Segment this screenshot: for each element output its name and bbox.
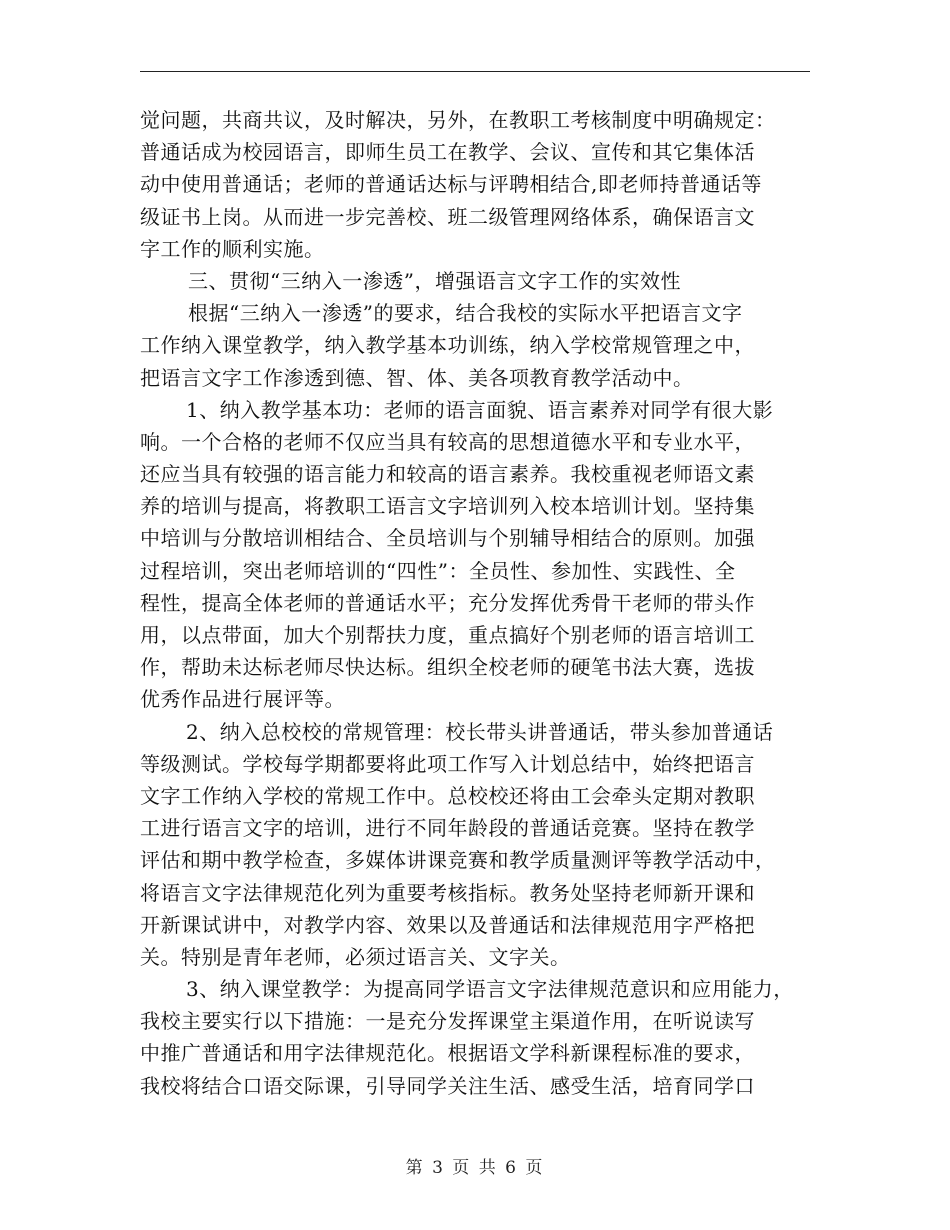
text-line: 程性，提高全体老师的普通话水平；充分发挥优秀骨干老师的带头作: [140, 590, 755, 615]
text-line: 我校主要实行以下措施：一是充分发挥课堂主渠道作用，在听说读写: [140, 1009, 755, 1034]
header-rule: [140, 71, 810, 72]
text-line: 过程培训，突出老师培训的“四性”：全员性、参加性、实践性、全: [140, 558, 736, 583]
text-line: 字工作的顺利实施。: [140, 236, 325, 261]
text-line: 我校将结合口语交际课，引导同学关注生活、感受生活，培育同学口: [140, 1073, 755, 1098]
text-line: 养的培训与提高，将教职工语言文字培训列入校本培训计划。坚持集: [140, 494, 755, 519]
text-line: 工进行语言文字的培训，进行不同年龄段的普通话竞赛。坚持在教学: [140, 816, 755, 841]
text-line: 优秀作品进行展评等。: [140, 687, 345, 712]
section-heading: 三、贯彻“三纳入一渗透”，增强语言文字工作的实效性: [188, 268, 681, 293]
text-line: 把语言文字工作渗透到德、智、体、美各项教育教学活动中。: [140, 365, 694, 390]
page-number: 第 3 页 共 6 页: [405, 1158, 545, 1178]
text-line: 动中使用普通话；老师的普通话达标与评聘相结合,即老师持普通话等: [140, 172, 762, 197]
text-line: 用，以点带面，加大个别帮扶力度，重点搞好个别老师的语言培训工: [140, 623, 755, 647]
text-line: 工作纳入课堂教学，纳入教学基本功训练，纳入学校常规管理之中，: [140, 333, 755, 358]
document-body: [140, 104, 810, 1102]
paragraph-start: 2、纳入总校校的常规管理：校长带头讲普通话，带头参加普通话: [186, 719, 774, 744]
text-line: 作，帮助未达标老师尽快达标。组织全校老师的硬笔书法大赛，选拔: [140, 655, 755, 680]
text-line: 中推广普通话和用字法律规范化。根据语文学科新课程标准的要求，: [140, 1041, 755, 1066]
text-line: 文字工作纳入学校的常规工作中。总校校还将由工会牵头定期对教职: [140, 783, 755, 808]
text-line: 将语言文字法律规范化列为重要考核指标。教务处坚持老师新开课和: [140, 880, 755, 905]
text-line: 级证书上岗。从而进一步完善校、班二级管理网络体系，确保语言文: [140, 204, 755, 229]
text-line: 关。特别是青年老师，必须过语言关、文字关。: [140, 944, 571, 969]
text-line: 等级测试。学校每学期都要将此项工作写入计划总结中，始终把语言: [140, 751, 755, 776]
text-line: 评估和期中教学检查，多媒体讲课竞赛和教学质量测评等教学活动中，: [140, 848, 776, 873]
text-line: 开新课试讲中，对教学内容、效果以及普通话和法律规范用字严格把: [140, 912, 755, 937]
text-line: 中培训与分散培训相结合、全员培训与个别辅导相结合的原则。加强: [140, 526, 755, 551]
paragraph-start: 1、纳入教学基本功：老师的语言面貌、语言素养对同学有很大影: [186, 397, 774, 422]
text-line: 普通话成为校园语言，即师生员工在教学、会议、宣传和其它集体活: [140, 140, 755, 165]
text-line: 还应当具有较强的语言能力和较高的语言素养。我校重视老师语文素: [140, 462, 755, 487]
text-line: 觉问题，共商共议，及时解决，另外，在教职工考核制度中明确规定：: [140, 108, 776, 132]
paragraph-start: 3、纳入课堂教学：为提高同学语言文字法律规范意识和应用能力，: [186, 977, 794, 1002]
text-line: 响。一个合格的老师不仅应当具有较高的思想道德水平和专业水平，: [140, 429, 755, 454]
paragraph-start: 根据“三纳入一渗透”的要求，结合我校的实际水平把语言文字: [188, 301, 743, 326]
